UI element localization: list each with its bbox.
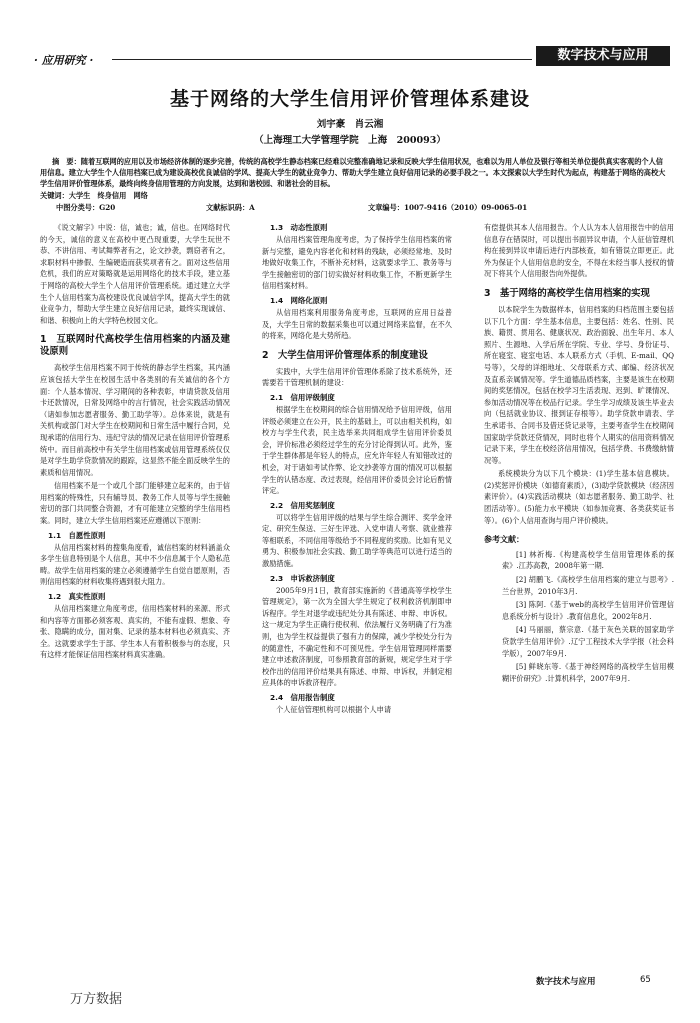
column-1 (40, 222, 230, 663)
paragraph: 根据学生在校期间的综合信用情况给予信用评级，信用评级必须建立在公开，民主的基础上，可以由相关机构，如校方与学生代表，民主选举来共同组成学生信用评价委员会，评价标准必须经过学生的充分讨论得到认可。此外，鉴于学生群体都是年轻人的特点，应允许年轻人有知错改过的机会，对于诸如考试作弊、论文抄袭等方面的情况可以根据学生的认错态度、改过表现，经信用评价委员会讨论后酌情评定。 (262, 404, 452, 496)
paragraph: 以本院学生为数据样本，信用档案的归档范围主要包括以下几个方面：学生基本信息，主要包括：姓名、性别、民族、籍贯、贯用名、健康状况、政治面貌、出生年月、本人照片、生源地、入学后所在学院、专业、学号、身份证号、所在寝室、寝室电话、本人联系方式（手机、E-mail、QQ号等），父母的详细地址、父母联系方式、邮编、经济状况及直系亲属情况等。学生道德品质档案，主要是该生在校期间的奖惩情况，包括在校学习生活表现、迟到、旷课情况、参加活动情况等在校品行记录。学生学习成绩及该生毕业去向（包括就业协议、报到证存根等）。助学贷款申请表、学生承诺书、合同书及借还贷记录等，主要考查学生在校期间国家助学贷款还贷情况，同时也将个人期实的信用资料情况记录下来，学生在校经济信用情况，包括学费、书费缴纳情况等。 (484, 304, 674, 465)
paragraph: 系统模块分为以下几个模块：(1)学生基本信息模块。(2)奖惩评价模块（如德育素质），(3)助学贷款模块（经济因素评价）。(4)实践活动模块（如志愿者服务、勤工助学、社团活动等）。(5)能力水平模块（如参加竞赛、各类获奖证书等）。(6)个人信用查询与用户评价模块。 (484, 469, 674, 525)
reference-item: [2] 胡鹏飞.《高校学生信用档案的建立与思考》.兰台世界，2010年3月. (502, 575, 674, 596)
watermark: 万方数据 (70, 992, 123, 1007)
paragraph: 从信用档案材料的搜集角度看，诚信档案的材料涵盖众多学生信息特别是个人信息，其中不少信息属于个人隐私范畴。故学生信用档案的建立必须遵循学生自觉自愿原则，否则信用档案的材料收集将遇到很大阻力。 (40, 542, 230, 587)
intro-paragraph: 《说文解字》中说：信，诚也；诚，信也。在网络时代的今天，诚信的意义在高校中更凸现重要，大学生玩世不恭、不讲信用、考试舞弊者有之，论文抄袭，剽窃者有之，求职材料中掺假、生编硬造而获奖项者有之。面对这些信用危机，我们的应对策略就是运用网络化的技术手段，建立基于网络的高校大学生个人信用评价管理系统。通过建立大学生个人信用档案为高校建设优良诚信学风，提高大学生的就业竞争力，帮助大学生建立良好信用记录，最终实现诚信、和谐、积极向上的大学特色校园文化。 (40, 223, 230, 325)
paragraph: 可以将学生信用评级的结果与学生综合测评、奖学金评定、研究生保送、三好生评选、入党申请人考察、就业推荐等相联系，不同信用等级给予不同程度的奖励。比如有见义勇为、积极参加社会实践、勤工助学等典范可以进行适当的激励措施。 (262, 512, 452, 569)
authors: 刘宇豪 肖云湘 (316, 119, 384, 130)
paragraph: 高校学生信用档案不同于传统的静态学生档案，其内涵应该包括大学生在校园生活中各类别的有关诚信的各个方面：个人基本情况、学习期间的各种表彰，申请贷款及信用卡还款情况，日常及网络中的言行情况，社会实践活动情况（诸如参加志愿者服务、勤工助学等）。总体来说，就是有关机构或部门对大学生在校期间和日常生活中履行合同，兑现承诺的信用行为、违纪守法的情况记录在信用评价管理系统中。而目前高校中有关学生信用档案或信用管理系统仅仅是对学生助学贷款情况的跟踪，这显然不能全面反映学生的素质和信用情况。 (40, 363, 230, 477)
paragraph: 从信用档案建立角度考虑，信用档案材料的来源、形式和内容等方面都必须客观、真实的，不能有虚假、想象、夸张、隐瞒的成分，面对集、记录的基本材料也必须真实、齐全。这就要求学生于部、学生本人有着积极参与的态度，只有这样才能保证信用档案材料真实准确。 (40, 604, 230, 660)
paragraph: 有偿提供其本人信用报告。个人认为本人信用报告中的信用信息存在错误时，可以提出书面异议申请，个人征信管理机构在接到异议申请后进行内部核查，如有错误立即更正。此外为保证个人信用信息的安全，不得在未经当事人授权的情况下将其个人信用报告向外提供。 (484, 223, 674, 279)
affiliation: （上海理工大学管理学院 上海 200093） (254, 135, 446, 146)
subsection-heading: 1.2 真实性原则 (48, 592, 106, 602)
paragraph: 从信用档案管理角度考虑，为了保持学生信用档案的常新与完整，避免内容老化和材料的残缺，必须经常地、及时地做好收集工作，不断补充材料，这就要求学工、教务等与学生接触密切的部门切实做好材料收集工作，不断更新学生信用档案材料。 (262, 235, 452, 291)
abstract: 摘 要：随着互联网的应用以及市场经济体制的逐步完善，传统的高校学生静态档案已经难以完整准确地记录和反映大学生信用状况，也难以为用人单位及银行等相关单位提供真实客观的个人信用信息。建立大学生个人信用档案已成为建设高校优良诚信的学风、提高大学生的就业竞争力、帮助大学生建立良好信用记录的必要手段之一。本文探索以大学生时代为起点，构建基于网络的高校大学生信用评价管理体系，最终向终身信用管理的方向发展，达到和谐校园、和谐社会的目标。 (40, 157, 666, 188)
keywords: 关键词：大学生 终身信用 网络 (40, 191, 148, 200)
paragraph: 2005年9月1日，教育部实施新的《普通高等学校学生管理规定》，第一次为全国大学生规定了权利救济机制即申诉程序。学生对退学或违纪处分具有陈述、申辩、申诉权。这一规定为学生正确行使权利、依法履行义务明确了行为准则，也为学生权益提供了强有力的保障，减少学校处分行为的随意性，不确定性和不可预见性。学生信用管理同样需要建立申述救济制度，可参照教育部的新规，规定学生对于学校作出的信用评价结果具有陈述、申辩、申诉权，并制定相应具体的申诉救济程序。 (262, 585, 452, 688)
journal-banner: 数字技术与应用 (536, 46, 670, 66)
subsection-heading: 2.1 信用评级制度 (270, 392, 335, 402)
paragraph: 信用档案不是一个或几个部门能够建立起来的，由于信用档案的特殊性，只有辅导员、教务工作人员等与学生接触密切的部门共同整合资源，才有可能建立完整的学生信用档案。同时，建立大学生信用档案还应遵循以下原则： (40, 481, 230, 526)
clc-number: 中图分类号：G20 (56, 203, 116, 212)
section-heading: 3 基于网络的高校学生信用档案的实现 (484, 287, 650, 299)
paragraph: 从信用档案利用服务角度考虑，互联网的应用日益普及，大学生日常的数据采集也可以通过网络来监督，在不久的将来，网络化是大势所趋。 (262, 307, 452, 341)
column-3 (484, 222, 674, 686)
article-number: 文章编号：1007-9416（2010）09-0065-01 (368, 203, 528, 212)
footer-journal: 数字技术与应用 (536, 977, 596, 987)
references-heading: 参考文献： (484, 535, 524, 545)
subsection-heading: 1.3 动态性原则 (270, 223, 328, 232)
reference-item: [3] 陈阿.《基于web的高校学生信用评价管理信息系统分析与设计》.教育信息化，2002年8月. (502, 600, 674, 621)
header-rule (112, 59, 532, 60)
reference-item: [4] 马丽丽，蔡宗意.《基于灰色关联的国家助学贷款学生信用评价》.辽宁工程技术大学学报（社会科学版），2007年9月. (502, 625, 674, 658)
page-number: 65 (640, 975, 651, 985)
document-code: 文献标识码：A (206, 203, 255, 212)
reference-item: [1] 林祈梅.《构建高校学生信用管理体系的探索》.江苏高教，2008年第一期. (502, 549, 674, 571)
paper-title: 基于网络的大学生信用评价管理体系建设 (169, 88, 530, 110)
subsection-heading: 1.1 自愿性原则 (48, 530, 106, 540)
section-heading: 1 互联网时代高校学生信用档案的内涵及建设原则 (40, 334, 230, 358)
section-label: · 应用研究 · (34, 54, 94, 67)
reference-item: [5] 鲜晓东等.《基于神经网络的高校学生信用模糊评价研究》.计算机科学，2007年9月. (502, 662, 674, 683)
column-2 (262, 222, 452, 718)
subsection-heading: 2.3 申诉救济制度 (270, 573, 335, 583)
paragraph: 实践中，大学生信用评价管理体系除了技术系统外，还需要若干管理机制的建设： (262, 366, 452, 388)
paragraph: 个人征信管理机构可以根据个人申请 (276, 705, 392, 714)
subsection-heading: 2.4 信用报告制度 (270, 693, 335, 702)
subsection-heading: 1.4 网络化原则 (270, 295, 328, 305)
section-heading: 2 大学生信用评价管理体系的制度建设 (262, 349, 428, 361)
subsection-heading: 2.2 信用奖惩制度 (270, 500, 335, 510)
